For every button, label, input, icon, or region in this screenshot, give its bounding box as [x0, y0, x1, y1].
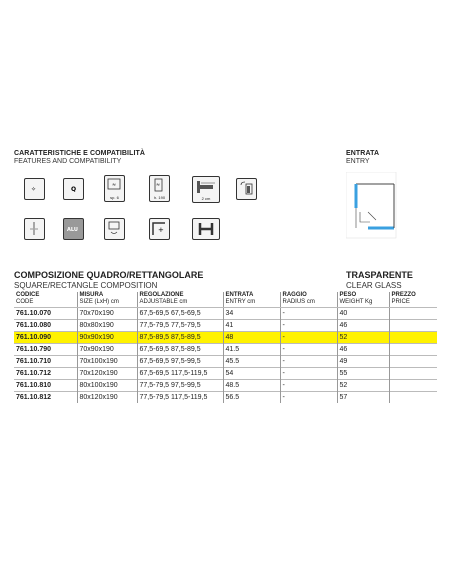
two-cm-label: 2 cm	[201, 196, 211, 201]
table-cell: 80x80x190	[77, 320, 137, 332]
table-cell: 761.10.070	[14, 308, 77, 320]
features-title: CARATTERISTICHE E COMPATIBILITÀ	[14, 150, 146, 157]
table-cell: -	[280, 344, 337, 356]
table-cell: 56.5	[223, 392, 280, 404]
table-cell: 761.10.712	[14, 368, 77, 380]
table-cell: -	[280, 392, 337, 404]
table-cell: 77,5-79,5 117,5-119,5	[137, 392, 223, 404]
table-cell: 80x100x190	[77, 380, 137, 392]
table-cell: 54	[223, 368, 280, 380]
table-cell: 761.10.790	[14, 344, 77, 356]
header-size: MISURA SIZE (LxH) cm	[77, 292, 137, 308]
table-cell: -	[280, 332, 337, 344]
header-price: PREZZO PRICE	[389, 292, 437, 308]
h190-label: h. 190	[153, 195, 166, 200]
glass-subtitle: CLEAR GLASS	[346, 281, 402, 290]
reversible-door-icon	[236, 178, 257, 200]
table-cell: -	[280, 308, 337, 320]
table-cell	[389, 308, 437, 320]
table-row	[14, 380, 437, 392]
table-cell: 70x100x190	[77, 356, 137, 368]
wall-profile-icon	[192, 218, 220, 240]
sliding-door-icon	[24, 218, 45, 240]
table-cell: -	[280, 356, 337, 368]
table-row	[14, 368, 437, 380]
table-cell: 67,5-69,5 97,5-99,5	[137, 356, 223, 368]
table-row	[14, 356, 437, 368]
table-cell: 67,5-69,5 87,5-89,5	[137, 344, 223, 356]
table-row	[14, 332, 437, 344]
sp6-label: sp. 6	[110, 195, 119, 200]
svg-text:+: +	[158, 226, 164, 234]
table-cell: 48.5	[223, 380, 280, 392]
aluminium-icon	[63, 218, 84, 240]
table-cell: 70x70x190	[77, 308, 137, 320]
corner-entry-icon	[149, 218, 170, 240]
table-cell: -	[280, 380, 337, 392]
table-cell: 77,5-79,5 77,5-79,5	[137, 320, 223, 332]
table-cell: 45.5	[223, 356, 280, 368]
height-icon	[149, 175, 170, 202]
table-cell	[389, 356, 437, 368]
header-weight: PESO WEIGHT Kg	[337, 292, 389, 308]
glass-title: TRASPARENTE	[346, 270, 413, 280]
table-cell: 34	[223, 308, 280, 320]
table-cell: 761.10.812	[14, 392, 77, 404]
table-cell: 77,5-79,5 97,5-99,5	[137, 380, 223, 392]
header-entry: ENTRATA ENTRY cm	[223, 292, 280, 308]
table-cell	[389, 320, 437, 332]
table-cell: -	[280, 320, 337, 332]
table-cell	[389, 380, 437, 392]
table-cell: 41.5	[223, 344, 280, 356]
table-cell: 49	[337, 356, 389, 368]
table-header-row	[14, 292, 437, 308]
table-cell	[389, 368, 437, 380]
entry-title: ENTRATA	[346, 150, 380, 157]
table-row	[14, 320, 437, 332]
header-adjustable: REGOLAZIONE ADJUSTABLE cm	[137, 292, 223, 308]
table-cell: 46	[337, 344, 389, 356]
entry-diagram	[346, 172, 398, 240]
composition-subtitle: SQUARE/RECTANGLE COMPOSITION	[14, 281, 158, 290]
table-cell: 761.10.080	[14, 320, 77, 332]
table-cell: 48	[223, 332, 280, 344]
svg-text:✧: ✧	[31, 186, 37, 193]
alu-label: ALU	[67, 227, 78, 233]
table-row	[14, 392, 437, 404]
table-cell: 80x120x190	[77, 392, 137, 404]
table-cell: 67,5-69,5 117,5-119,5	[137, 368, 223, 380]
table-cell: 40	[337, 308, 389, 320]
composition-table	[14, 292, 437, 403]
glass-sparkle-icon	[24, 178, 45, 200]
pivot-door-icon	[104, 218, 125, 240]
svg-text:Q: Q	[71, 186, 77, 193]
svg-text:≈: ≈	[112, 182, 117, 188]
table-cell: 57	[337, 392, 389, 404]
svg-text:≈: ≈	[156, 182, 161, 188]
table-cell: 46	[337, 320, 389, 332]
table-cell: 52	[337, 332, 389, 344]
table-cell	[389, 332, 437, 344]
table-cell: 41	[223, 320, 280, 332]
table-cell: 67,5-69,5 67,5-69,5	[137, 308, 223, 320]
table-cell: 70x90x190	[77, 344, 137, 356]
table-cell: 761.10.090	[14, 332, 77, 344]
composition-title: COMPOSIZIONE QUADRO/RETTANGOLARE	[14, 270, 204, 280]
adjustment-icon	[192, 176, 220, 203]
features-subtitle: FEATURES AND COMPATIBILITY	[14, 158, 122, 165]
table-cell: 52	[337, 380, 389, 392]
header-code: CODICE CODE	[14, 292, 77, 308]
table-cell: -	[280, 368, 337, 380]
table-row	[14, 344, 437, 356]
table-cell: 55	[337, 368, 389, 380]
table-cell: 87,5-89,5 87,5-89,5	[137, 332, 223, 344]
table-cell: 90x90x190	[77, 332, 137, 344]
table-cell: 761.10.710	[14, 356, 77, 368]
table-cell: 761.10.810	[14, 380, 77, 392]
glass-thickness-icon	[104, 175, 125, 202]
table-cell: 70x120x190	[77, 368, 137, 380]
header-radius: RAGGIO RADIUS cm	[280, 292, 337, 308]
table-cell	[389, 392, 437, 404]
quality-q-icon	[63, 178, 84, 200]
table-row	[14, 308, 437, 320]
table-cell	[389, 344, 437, 356]
entry-subtitle: ENTRY	[346, 158, 370, 165]
